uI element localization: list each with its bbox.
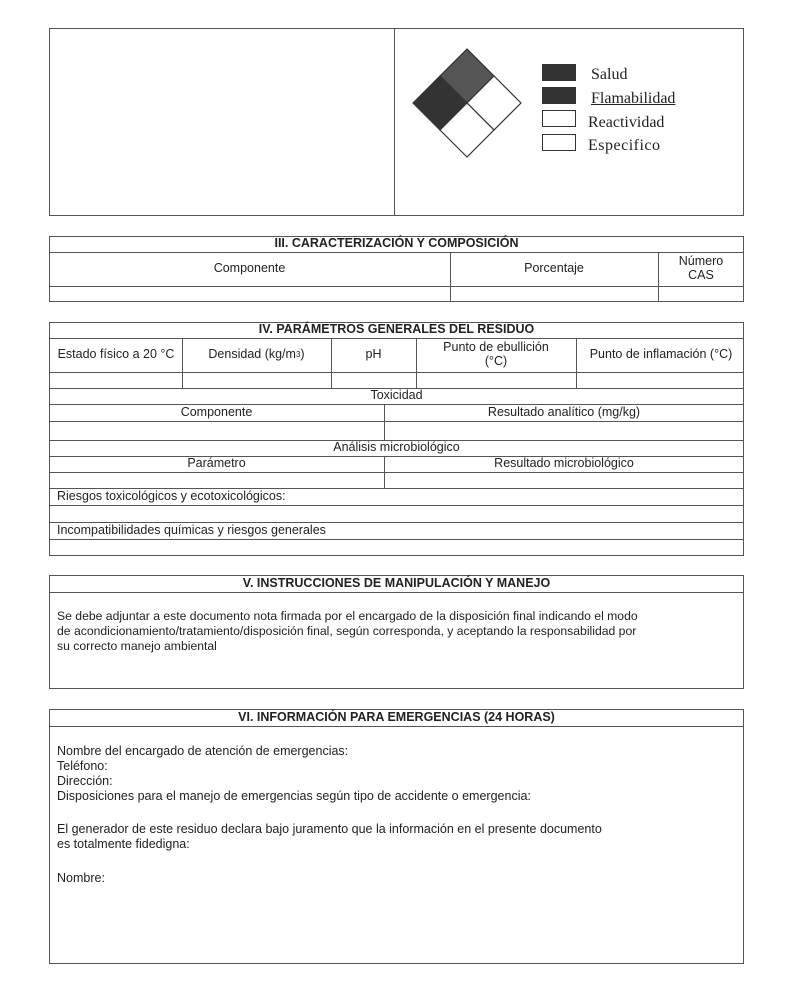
section-vi-title: VI. INFORMACIÓN PARA EMERGENCIAS (24 HORAS) [238,709,555,724]
divider [49,286,744,287]
legend-swatch-salud [542,64,576,81]
divider [576,338,577,388]
header-densidad-sup: 3 [295,349,301,359]
legend-label-flamabilidad: Flamabilidad [591,90,676,107]
section-iv-title: IV. PARÁMETROS GENERALES DEL RESIDUO [258,322,535,337]
legend-label-salud: Salud [591,66,628,83]
header-densidad-text: Densidad (kg/m [208,347,296,362]
section-v-line-2: de acondicionamiento/tratamiento/disposición final, según corresponda, y aceptando la responsabilidad por [57,624,637,638]
section-v-title: V. INSTRUCCIONES DE MANIPULACIÓN Y MANEJO [242,575,551,590]
section-v-line-3: su correcto manejo ambiental [57,639,217,653]
disposiciones-label: Disposiciones para el manejo de emergencias según tipo de accidente o emergencia: [57,789,531,803]
microbiologico-label: Análisis microbiológico [333,440,460,455]
tox-resultado-header: Resultado analítico (mg/kg) [487,404,641,419]
incompatibilidades-label: Incompatibilidades químicas y riesgos generales [57,522,326,537]
hazard-box-divider [394,28,395,216]
header-densidad-end: ) [300,347,305,362]
legend-swatch-especifico [542,134,576,151]
divider [49,592,744,593]
divider [49,472,744,473]
encargado-emergencias-label: Nombre del encargado de atención de emergencias: [57,744,349,758]
section-iii-title: III. CARACTERIZACIÓN Y COMPOSICIÓN [274,236,519,251]
toxicidad-label: Toxicidad [370,388,423,403]
divider [49,726,744,727]
divider [416,338,417,388]
nombre-label: Nombre: [57,871,105,885]
telefono-label: Teléfono: [57,759,108,773]
header-densidad [182,338,331,372]
legend-swatch-flamabilidad [542,87,576,104]
legend-label-especifico: Especifico [588,137,661,154]
tox-componente-header: Componente [180,404,253,419]
direccion-label: Dirección: [57,774,113,788]
legend-label-reactividad: Reactividad [588,114,665,131]
header-numero-cas: Número CAS [678,254,724,282]
nfpa-diamond-icon [405,46,530,161]
declaracion-line-1: El generador de este residuo declara bajo juramento que la información en el presente documento [57,822,602,836]
riesgos-label: Riesgos toxicológicos y ecotoxicológicos: [57,488,286,503]
header-estado-fisico: Estado físico a 20 °C [57,347,175,362]
header-componente: Componente [213,261,286,276]
declaracion-line-2: es totalmente fidedigna: [57,837,190,851]
header-porcentaje: Porcentaje [524,261,584,276]
header-punto-ebullicion: Punto de ebullición (°C) [443,340,549,368]
divider [49,372,744,373]
micro-parametro-header: Parámetro [187,456,246,471]
divider [49,421,744,422]
header-punto-inflamacion: Punto de inflamación (°C) [589,347,733,362]
divider [49,505,744,506]
divider [49,539,744,540]
legend-swatch-reactividad [542,110,576,127]
micro-resultado-header: Resultado microbiológico [494,456,634,471]
section-v-line-1: Se debe adjuntar a este documento nota firmada por el encargado de la disposición final indicando el modo [57,609,638,623]
header-ph: pH [365,347,382,362]
divider [658,252,659,302]
